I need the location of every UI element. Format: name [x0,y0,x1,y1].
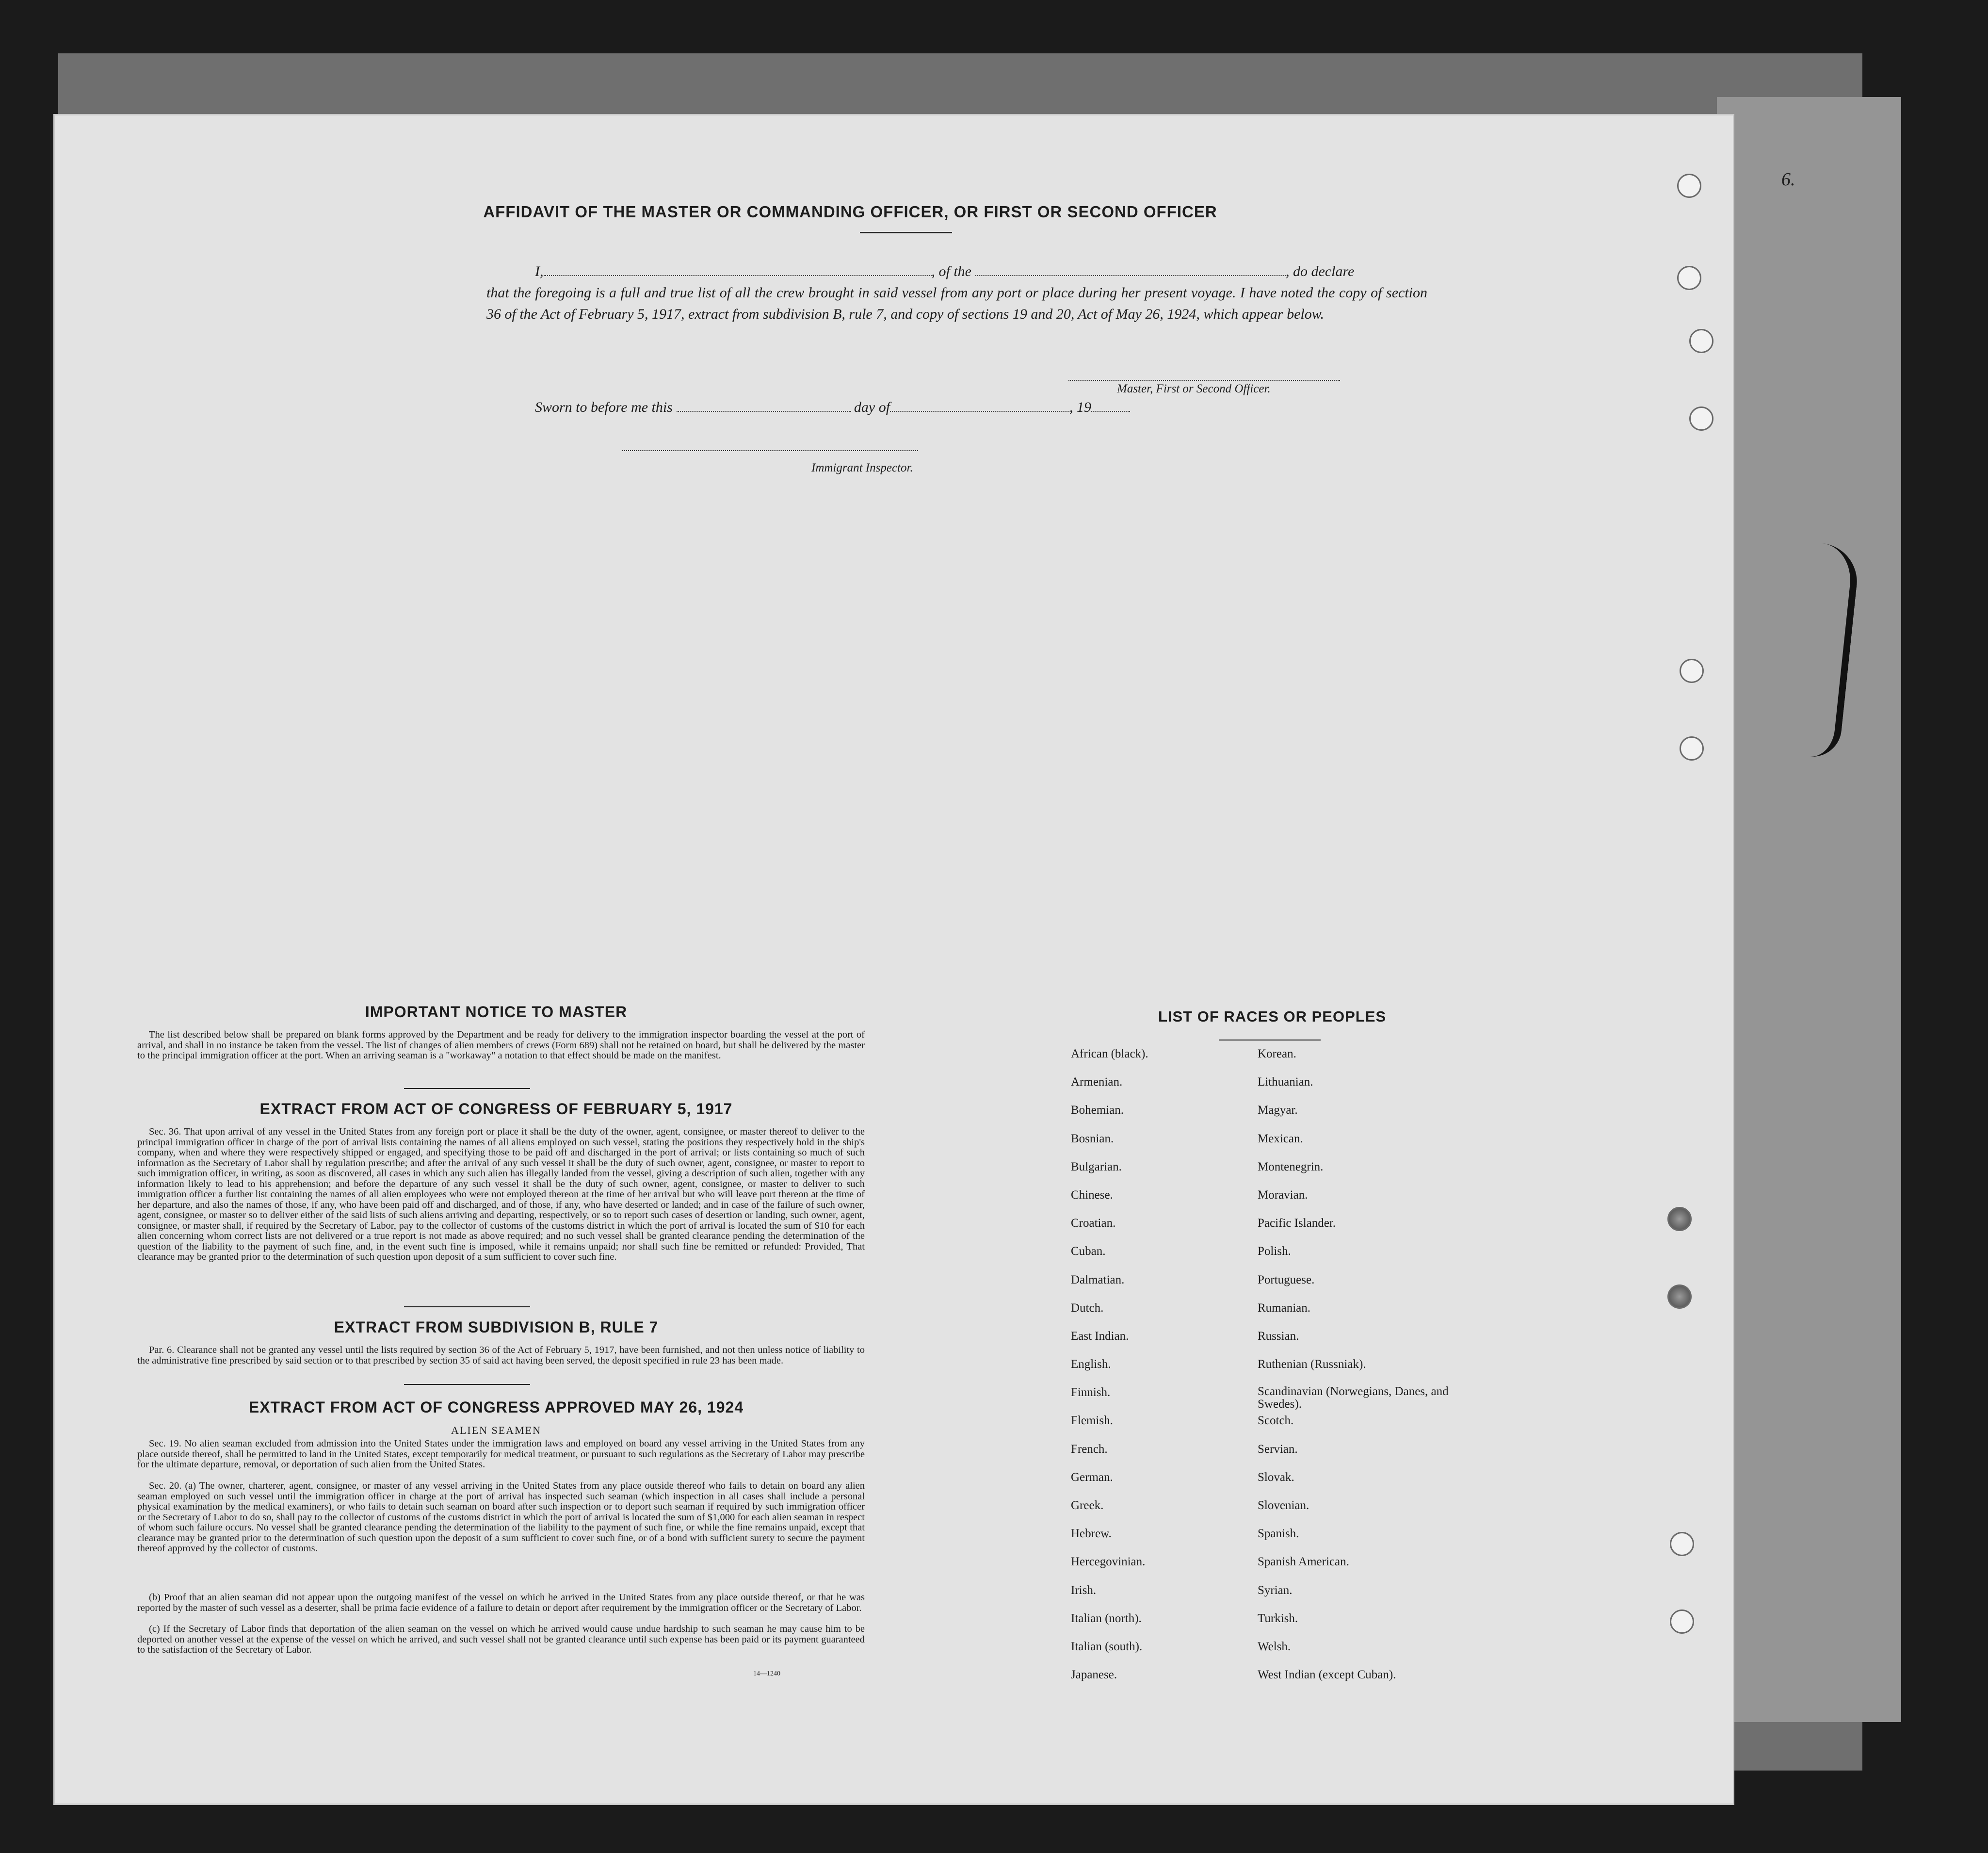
extract-1924-title: EXTRACT FROM ACT OF CONGRESS APPROVED MAY 26, 1924 [248,1398,744,1416]
punch-hole-icon [1689,329,1713,353]
race-item: English. [1071,1358,1111,1371]
form-page [53,114,1795,1805]
race-item: Syrian. [1258,1583,1293,1597]
race-item: Ruthenian (Russniak). [1258,1358,1366,1371]
race-item: East Indian. [1071,1329,1129,1343]
race-item: Mexican. [1258,1132,1303,1145]
race-item: Finnish. [1071,1386,1111,1399]
punch-hole-icon [1670,1609,1694,1634]
affidavit-title: AFFIDAVIT OF THE MASTER OR COMMANDING OFFICER, OR FIRST OR SECOND OFFICER [483,203,1217,221]
race-item: Slovak. [1258,1470,1294,1484]
punch-hole-icon [1667,1207,1692,1231]
race-item: Spanish. [1258,1527,1299,1541]
races-right-list [1258,1047,1452,1696]
page-number: 6. [1781,169,1795,190]
race-item: Magyar. [1258,1104,1298,1117]
race-item: Russian. [1258,1329,1299,1343]
extract-rule7-text: Par. 6. Clearance shall not be granted any vessel until the lists required by section 36 of the Act of February 5, 1917, have been furnished, and not then unless notice of liability to the administrative fine prescribed by said section or to that prescribed by section 35 of said act having been served, the deposit specified in rule 23 has been made. [137,1345,865,1366]
race-item: Polish. [1258,1245,1291,1258]
section-19-text: Sec. 19. No alien seaman excluded from admission into the United States under the immigration laws and employed on board any vessel arriving in the United States from any place outside thereof, shall be permitted to land in the United States, except temporarily for medical treatment, or pursuant to such regulations as the Secretary of Labor may prescribe for the ultimate departure, removal, or deportation of such alien from the United States. [137,1438,865,1470]
section-20c-text: (c) If the Secretary of Labor finds that deportation of the alien seaman on the vessel on which he arrived would cause undue hardship to such seaman he may cause him to be deported on another vessel at the expense of the vessel on which he arrived, and such vessel shall not be granted clearance until such expense has been paid or its payment guaranteed to the satisfaction of the Secretary of Labor. [137,1624,865,1655]
sworn-day-of: day of [854,399,890,415]
race-item: Chinese. [1071,1188,1113,1202]
race-item: Korean. [1258,1047,1296,1060]
race-item: Italian (south). [1071,1640,1143,1653]
declaration-i: I, [535,263,544,279]
race-item: Rumanian. [1258,1301,1311,1315]
race-item: African (black). [1071,1047,1148,1060]
punch-hole-icon [1667,1284,1692,1309]
race-item: Irish. [1071,1583,1097,1597]
inspector-signature-line [622,450,918,451]
extract-1917-title: EXTRACT FROM ACT OF CONGRESS OF FEBRUARY 5, 1917 [259,1100,733,1118]
race-item: Slovenian. [1258,1499,1309,1512]
notice-text: The list described below shall be prepared on blank forms approved by the Department and be ready for delivery to the immigration inspector boarding the vessel at the port of arrival, and shall in no instance be taken from the vessel. The list of changes of alien members of crews (Form 689) shall not be retained on board, but shall be delivered by the master to the principal immigration officer at the port. When an arriving seaman is a "workaway" a notation to that effect should be made on the manifest. [137,1029,865,1061]
sworn-year: , 19 [1069,399,1092,415]
form-number: 14—1240 [753,1670,780,1677]
race-item: Turkish. [1258,1611,1298,1625]
sworn-line [486,397,1214,418]
punch-hole-icon [1677,174,1701,198]
declaration-do-declare: , do declare [1286,263,1355,279]
race-item: Bohemian. [1071,1104,1124,1117]
month-blank [890,398,1069,412]
race-item: Lithuanian. [1258,1075,1313,1089]
race-item: German. [1071,1470,1113,1484]
notice-title: IMPORTANT NOTICE TO MASTER [365,1003,628,1021]
divider [404,1088,530,1089]
master-signature-line [1068,380,1340,381]
punch-hole-icon [1689,406,1713,431]
section-20a-text: Sec. 20. (a) The owner, charterer, agent, consignee, or master of any vessel arriving in the United States from any place outside thereof who fails to detain on board any alien seaman employed on such vessel until the immigration officer in charge at the port of arrival has inspected such seaman (which inspection in all cases shall include a personal physical examination by the medical examiners), or who fails to detain such seaman on board after such inspection or to deport such seaman if required by such immigration officer or the Secretary of Labor to do so, shall pay to the collector of customs of the customs district in which the port of arrival is located the sum of $1,000 for each alien seaman in respect of whom such failure occurs. No vessel shall be granted clearance pending the determination of the liability to the payment of such fine, or while the fine remains unpaid, except that clearance may be granted prior to the determination of such question upon the deposit of a sum sufficient to cover such fine, or of a bond with sufficient surety to secure the payment thereof approved by the collector of customs. [137,1480,865,1554]
sworn-prefix: Sworn to before me this [535,399,673,415]
affidavit-body: that the foregoing is a full and true list of all the crew brought in said vessel from any port or place during her present voyage. I have noted the copy of section 36 of the Act of February 5, 1917, extract from subdivision B, rule 7, and copy of sections 19 and 20, Act of May 26, 1924, which appear below. [486,285,1427,322]
day-blank [677,398,851,412]
extract-1917-text: Sec. 36. That upon arrival of any vessel in the United States from any foreign port or place it shall be the duty of the owner, agent, consignee, or master thereof to deliver to the principal immigration officer in charge of the port of arrival lists containing the names of all aliens employed on such vessel, stating the positions they respectively hold in the ship's company, when and where they were respectively shipped or engaged, and specifying those to be paid off and discharged in the port of arrival; or lists containing so much of such information as the Secretary of Labor shall by regulation prescribe; and after the arrival of any such vessel it shall be the duty of such owner, agent, consignee, or master to report to such immigration officer, in writing, as soon as discovered, all cases in which any such alien has illegally landed from the vessel, giving a description of such alien, together with any information likely to lead to his apprehension; and before the departure of any such vessel it shall be the duty of such owner, agent, consignee, or master to deliver to such immigration officer a further list containing the names of all alien employees who were not employed thereon at the time of her arrival but who will leave port thereon at the time of her departure, and also the names of those, if any, who have been paid off and discharged, and of those, if any, who have deserted or landed; and in case of the failure of such owner, agent, consignee, or master so to deliver either of the said lists of such aliens arriving and departing, respectively, or so to report such cases of desertion or landing, such owner, agent, consignee, or master shall, if required by the Secretary of Labor, pay to the collector of customs of the customs district in which the port of arrival is located the sum of $10 for each alien concerning whom correct lists are not delivered or a true report is not made as above required; and no such vessel shall be granted clearance pending the determination of the question of the liability to the payment of such fine, and, in the event such fine is imposed, while it remains unpaid; nor shall such fine be remitted or refunded: Provided, That clearance may be granted prior to the determination of such question upon deposit of a sum sufficient to cover such fine. [137,1126,865,1262]
name-blank [544,262,932,276]
alien-seamen-subtitle: ALIEN SEAMEN [451,1424,541,1436]
race-item: Scandinavian (Norwegians, Danes, and Swedes). [1258,1385,1449,1411]
master-caption: Master, First or Second Officer. [1117,382,1271,395]
extract-rule7-title: EXTRACT FROM SUBDIVISION B, RULE 7 [334,1318,659,1336]
race-item: Bulgarian. [1071,1160,1122,1173]
race-item: Bosnian. [1071,1132,1114,1145]
section-20b-text: (b) Proof that an alien seaman did not appear upon the outgoing manifest of the vessel on which he arrived in the United States from any place outside thereof, or that he was reported by the master of such vessel as a deserter, shall be prima facie evidence of a failure to detain or deport after requirement by the immigration officer or the Secretary of Labor. [137,1592,865,1613]
race-item: Italian (north). [1071,1611,1142,1625]
race-item: West Indian (except Cuban). [1258,1668,1396,1682]
race-item: Hercegovinian. [1071,1555,1146,1569]
race-item: Montenegrin. [1258,1160,1324,1173]
race-item: Welsh. [1258,1640,1291,1653]
divider [404,1306,530,1307]
backing-sheet-edge [1717,97,1901,1722]
punch-hole-icon [1680,736,1704,761]
divider [860,232,952,233]
race-item: Croatian. [1071,1217,1116,1230]
race-item: Portuguese. [1258,1273,1315,1286]
race-item: Armenian. [1071,1075,1123,1089]
race-item: Spanish American. [1258,1555,1349,1569]
race-item: Greek. [1071,1499,1104,1512]
race-item: Pacific Islander. [1258,1217,1336,1230]
races-title: LIST OF RACES OR PEOPLES [1158,1008,1387,1025]
race-item: Dutch. [1071,1301,1104,1315]
race-item: Servian. [1258,1442,1298,1456]
punch-hole-icon [1677,266,1701,290]
year-blank [1091,398,1130,412]
race-item: Moravian. [1258,1188,1308,1202]
races-left-list [1071,1047,1236,1696]
divider [404,1384,530,1385]
race-item: Flemish. [1071,1414,1113,1428]
vessel-blank [975,262,1286,276]
race-item: Scotch. [1258,1414,1294,1428]
punch-hole-icon [1680,659,1704,683]
race-item: Japanese. [1071,1668,1117,1682]
race-item: French. [1071,1442,1108,1456]
race-item: Cuban. [1071,1245,1106,1258]
punch-hole-icon [1670,1532,1694,1556]
race-item: Hebrew. [1071,1527,1112,1541]
declaration-of-the: , of the [931,263,971,279]
inspector-caption: Immigrant Inspector. [811,461,913,474]
race-item: Dalmatian. [1071,1273,1125,1286]
declaration-line [486,261,1427,282]
